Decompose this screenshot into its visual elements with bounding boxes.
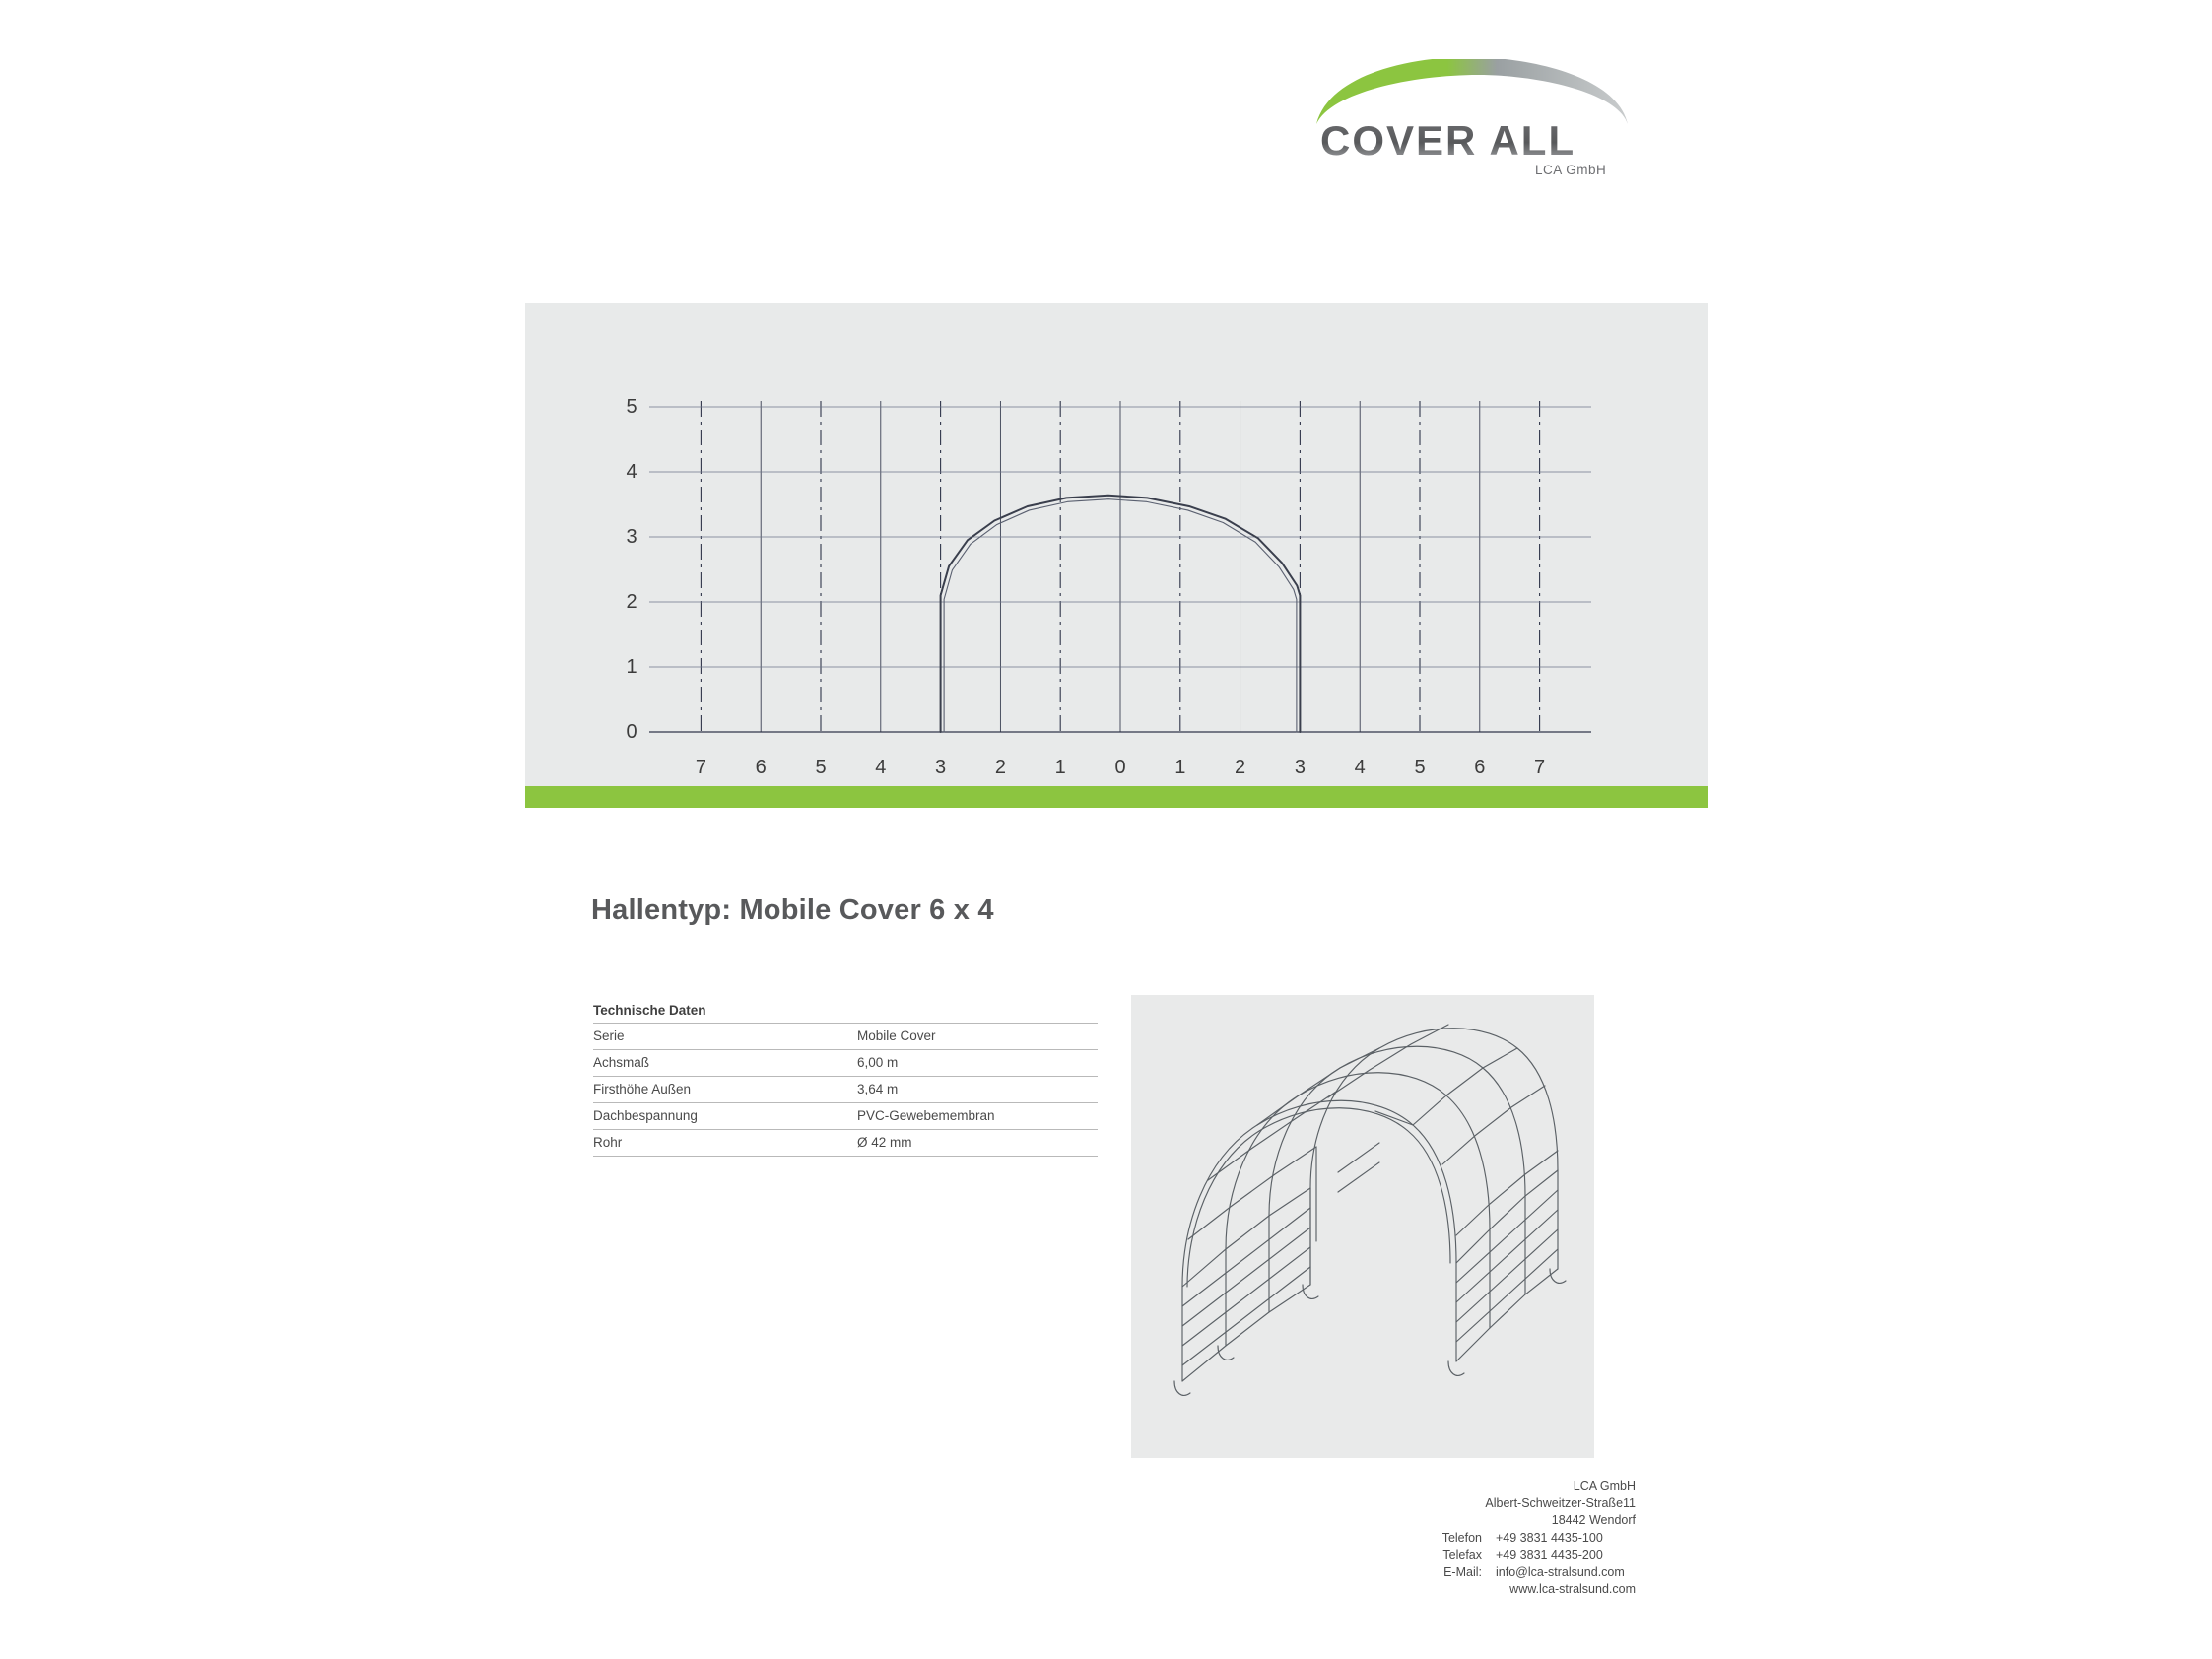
chart-x-tick-label: 3 xyxy=(935,757,947,778)
footer-company: LCA GmbH xyxy=(1573,1479,1636,1493)
footer-fax-row xyxy=(1310,1547,1636,1564)
footer-phone-label: Telefon xyxy=(1441,1530,1482,1545)
tech-row-value: PVC-Gewebemembran xyxy=(857,1103,1098,1130)
footer-website[interactable]: www.lca-stralsund.com xyxy=(1509,1582,1636,1596)
footer-fax-label: Telefax xyxy=(1442,1548,1482,1561)
footer-fax-value: +49 3831 4435-200 xyxy=(1496,1548,1603,1561)
render-side-rails-left xyxy=(1182,1188,1310,1381)
logo-arc-shape xyxy=(1316,59,1628,124)
footer-email-label: E-Mail: xyxy=(1443,1564,1482,1579)
chart-x-tick-label: 1 xyxy=(1054,757,1066,778)
render-feet xyxy=(1174,1269,1566,1395)
footer-email-row xyxy=(1310,1564,1636,1582)
tech-row-label: Dachbespannung xyxy=(593,1103,857,1130)
tech-row-value: Ø 42 mm xyxy=(857,1130,1098,1157)
chart-y-tick-label: 4 xyxy=(626,461,637,483)
render-inner-partition xyxy=(1310,1111,1413,1285)
tech-row-value: Mobile Cover xyxy=(857,1024,1098,1050)
table-row xyxy=(593,1103,1098,1130)
table-row xyxy=(593,1050,1098,1077)
chart-y-tick-label: 3 xyxy=(626,526,637,548)
chart-y-tick-label: 2 xyxy=(626,591,637,613)
company-logo xyxy=(1310,59,1636,187)
product-3d-render xyxy=(1131,995,1594,1458)
chart-x-tick-label: 5 xyxy=(1414,757,1426,778)
chart-x-tick-label: 0 xyxy=(1114,757,1126,778)
chart-x-tick-label: 3 xyxy=(1294,757,1306,778)
chart-x-tick-label: 2 xyxy=(1235,757,1246,778)
tech-row-label: Serie xyxy=(593,1024,857,1050)
render-side-rails-right xyxy=(1456,1170,1558,1361)
table-row xyxy=(593,1077,1098,1103)
tech-row-value: 3,64 m xyxy=(857,1077,1098,1103)
footer-phone-value: +49 3831 4435-100 xyxy=(1496,1530,1603,1545)
tech-row-value: 6,00 m xyxy=(857,1050,1098,1077)
chart-y-tick-label: 5 xyxy=(626,396,637,418)
chart-x-tick-label: 4 xyxy=(875,757,887,778)
chart-x-tick-label: 7 xyxy=(1534,757,1546,778)
technical-data-caption: Technische Daten xyxy=(593,1003,706,1018)
technical-data-table xyxy=(593,1003,1098,1157)
tech-row-label: Firsthöhe Außen xyxy=(593,1077,857,1103)
logo-title: COVER ALL xyxy=(1320,117,1576,164)
page-title: Hallentyp: Mobile Cover 6 x 4 xyxy=(591,895,994,926)
table-row xyxy=(593,1130,1098,1157)
chart-x-tick-label: 6 xyxy=(1474,757,1486,778)
chart-x-tick-label: 6 xyxy=(755,757,767,778)
tech-row-label: Rohr xyxy=(593,1130,857,1157)
footer-email-value[interactable]: info@lca-stralsund.com xyxy=(1496,1564,1625,1579)
chart-x-tick-label: 7 xyxy=(695,757,706,778)
table-row xyxy=(593,1024,1098,1050)
footer-phone-row xyxy=(1310,1530,1636,1548)
footer-street: Albert-Schweitzer-Straße11 xyxy=(1485,1495,1636,1510)
tech-row-label: Achsmaß xyxy=(593,1050,857,1077)
chart-plot-area xyxy=(626,396,1591,778)
chart-x-tick-label: 5 xyxy=(815,757,827,778)
render-longitudinal-purlins xyxy=(1182,1025,1558,1287)
footer-city: 18442 Wendorf xyxy=(1551,1513,1636,1527)
green-accent-bar xyxy=(525,786,1708,808)
logo-subtitle: LCA GmbH xyxy=(1535,163,1607,177)
chart-y-tick-label: 0 xyxy=(626,721,637,743)
chart-y-tick-label: 1 xyxy=(626,656,637,678)
chart-x-tick-label: 2 xyxy=(994,757,1006,778)
footer-contact xyxy=(1310,1478,1636,1599)
cross-section-drawing xyxy=(525,303,1708,786)
chart-x-tick-label: 4 xyxy=(1354,757,1366,778)
chart-x-tick-label: 1 xyxy=(1174,757,1186,778)
